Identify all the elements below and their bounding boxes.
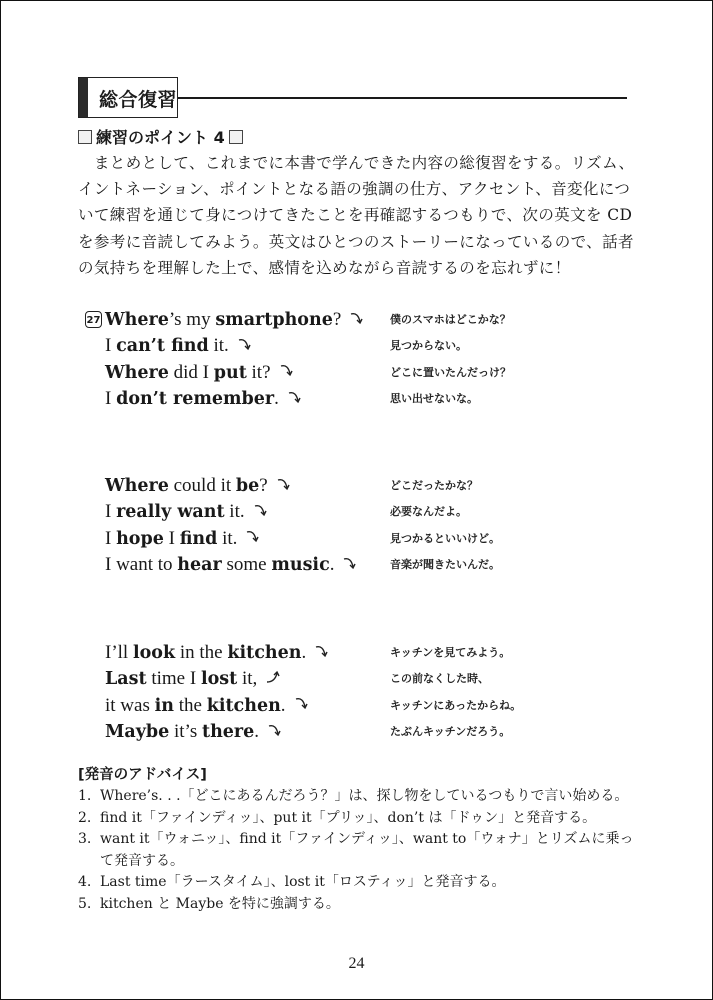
falling-intonation-arrow-icon	[237, 334, 253, 360]
advice-title: [発音のアドバイス]	[78, 767, 207, 783]
advice-item-text: find it「ファインディッ」、put it「プリッ」、don’t は「ドゥン」と発音する。	[100, 809, 597, 826]
sentence-text: I’ll	[105, 642, 133, 663]
advice-item	[78, 829, 638, 872]
sentence-text: ?	[259, 475, 268, 496]
advice-item-text: want it「ウォニッ」、find it「ファインディッ」、want to「ウォナ」とリズムに乗って発音する。	[100, 831, 634, 869]
cd-track-number-badge: 27	[85, 311, 102, 328]
sentence-text: it,	[237, 668, 258, 690]
square-marker-icon	[78, 130, 92, 144]
pronunciation-advice	[78, 763, 638, 915]
sentence-text: .	[280, 694, 286, 716]
stressed-word: music	[271, 554, 330, 575]
sentence-text: it.	[224, 501, 245, 523]
japanese-translation: どこに置いたんだっけ？	[390, 365, 511, 379]
advice-item-number: 5.	[78, 895, 92, 912]
sentence-text: in the	[175, 642, 228, 663]
advice-item-number: 3.	[78, 831, 92, 847]
advice-item-number: 4.	[78, 874, 92, 890]
japanese-translation: 僕のスマホはどこかな？	[390, 313, 511, 326]
sentence-text: it.	[208, 335, 229, 357]
intro-line: の気持ちを理解した上で、感情を込めながら音読するのを忘れずに！	[78, 258, 571, 277]
advice-item-number: 2.	[78, 809, 92, 826]
advice-item	[78, 894, 638, 916]
stressed-word: lost	[200, 669, 238, 690]
japanese-translation: この前なくした時、	[390, 672, 489, 686]
sentence-text: ?	[332, 309, 342, 330]
advice-item-text: kitchen と Maybe を特に強調する。	[100, 895, 340, 912]
intro-line: イントネーション、ポイントとなる語の強調の仕方、アクセント、音変化につ	[78, 180, 631, 199]
english-sentence	[105, 693, 310, 719]
sentence-text: the	[173, 694, 207, 716]
stressed-word: hear	[177, 554, 222, 575]
stressed-word: don’t remember	[116, 388, 275, 409]
english-sentence	[105, 640, 330, 666]
advice-list	[78, 786, 638, 915]
stressed-word: Where	[105, 310, 169, 330]
english-sentence	[105, 526, 261, 552]
advice-item-number: 1.	[78, 788, 92, 804]
sentence-text: it.	[217, 527, 238, 549]
sentence-text: .	[274, 387, 279, 409]
english-sentence	[105, 719, 283, 745]
sentence-text: did I	[168, 361, 214, 383]
section-title: 総合復習	[99, 89, 178, 111]
english-sentence	[105, 473, 292, 499]
sentence-text: I	[105, 527, 117, 549]
header-accent-bar	[79, 78, 88, 117]
sentence-text: .	[254, 720, 260, 742]
english-sentence	[105, 333, 253, 359]
english-sentence	[105, 666, 281, 692]
sentence-text: some	[221, 553, 272, 575]
stressed-word: Where	[105, 362, 169, 383]
stressed-word: can’t find	[116, 336, 209, 357]
stressed-word: Where	[105, 476, 169, 496]
sentence-text: .	[301, 642, 307, 663]
falling-intonation-arrow-icon	[342, 553, 358, 579]
stressed-word: Last	[105, 669, 147, 690]
falling-intonation-arrow-icon	[314, 641, 330, 667]
square-marker-icon	[229, 130, 243, 144]
sentence-text: I	[105, 335, 117, 357]
sentence-text: time I	[146, 668, 201, 690]
stressed-word: hope	[116, 528, 164, 549]
advice-item	[78, 872, 638, 894]
japanese-translation: キッチンにあったからね。	[390, 698, 522, 712]
intro-paragraph	[78, 150, 638, 281]
falling-intonation-arrow-icon	[253, 500, 269, 526]
advice-item-text: Where’s. . .「どこにあるんだろう？」は、探し物をしているつもりで言い始める。	[100, 788, 629, 804]
japanese-translation: たぶんキッチンだろう。	[390, 724, 511, 738]
stressed-word: put	[213, 362, 247, 383]
intro-line: を参考に音読してみよう。英文はひとつのストーリーになっているので、話者	[78, 232, 634, 251]
stressed-word: be	[235, 476, 260, 496]
falling-intonation-arrow-icon	[349, 308, 365, 334]
japanese-translation: 音楽が聞きたいんだ。	[390, 557, 500, 571]
english-sentence	[105, 499, 269, 525]
japanese-translation: どこだったかな？	[390, 479, 478, 492]
stressed-word: really want	[116, 502, 225, 523]
advice-item	[78, 808, 638, 830]
english-sentence	[105, 360, 295, 386]
sentence-text: I want to	[105, 553, 178, 575]
falling-intonation-arrow-icon	[267, 720, 283, 746]
falling-intonation-arrow-icon	[276, 474, 292, 500]
advice-item-text: Last time「ラースタイム」、lost it「ロスティッ」と発音する。	[100, 874, 506, 890]
english-sentence	[105, 307, 365, 333]
stressed-word: smartphone	[215, 310, 333, 330]
rising-intonation-arrow-icon	[265, 667, 281, 693]
english-sentence	[105, 552, 358, 578]
japanese-translation: キッチンを見てみよう。	[390, 646, 511, 659]
english-sentence	[105, 386, 303, 412]
sentence-text: it was	[105, 694, 155, 716]
sentence-text: I	[105, 501, 117, 523]
japanese-translation: 見つかるといいけど。	[390, 531, 500, 545]
sentence-text: ’s my	[168, 309, 216, 330]
page-number: 24	[348, 955, 365, 972]
stressed-word: there	[201, 721, 255, 742]
sentence-text: it?	[246, 361, 271, 383]
falling-intonation-arrow-icon	[279, 360, 295, 386]
stressed-word: kitchen	[206, 695, 281, 716]
sentence-text: I	[163, 527, 180, 549]
intro-line: いて練習を通じて身につけてきたことを再確認するつもりで、次の英文を CD	[78, 206, 633, 225]
sentence-text: it’s	[169, 720, 202, 742]
section-header-box	[78, 77, 178, 118]
stressed-word: in	[154, 695, 174, 716]
sentence-text: I	[105, 387, 117, 409]
japanese-translation: 見つからない。	[390, 339, 467, 353]
sentence-text: could it	[168, 475, 236, 496]
intro-line: まとめとして、これまでに本書で学んできた内容の総復習をする。リズム、	[78, 154, 635, 172]
japanese-translation: 必要なんだよ。	[390, 505, 467, 519]
falling-intonation-arrow-icon	[245, 526, 261, 552]
falling-intonation-arrow-icon	[287, 387, 303, 413]
advice-item	[78, 786, 638, 808]
stressed-word: kitchen	[227, 643, 302, 663]
practice-point-heading	[78, 125, 243, 148]
japanese-translation: 思い出せないな。	[390, 391, 478, 405]
stressed-word: Maybe	[105, 721, 170, 742]
practice-point-label: 練習のポイント 4	[96, 128, 225, 147]
stressed-word: look	[132, 643, 176, 663]
stressed-word: find	[179, 528, 218, 549]
falling-intonation-arrow-icon	[294, 693, 310, 719]
header-rule	[178, 97, 627, 99]
sentence-text: .	[329, 553, 335, 575]
